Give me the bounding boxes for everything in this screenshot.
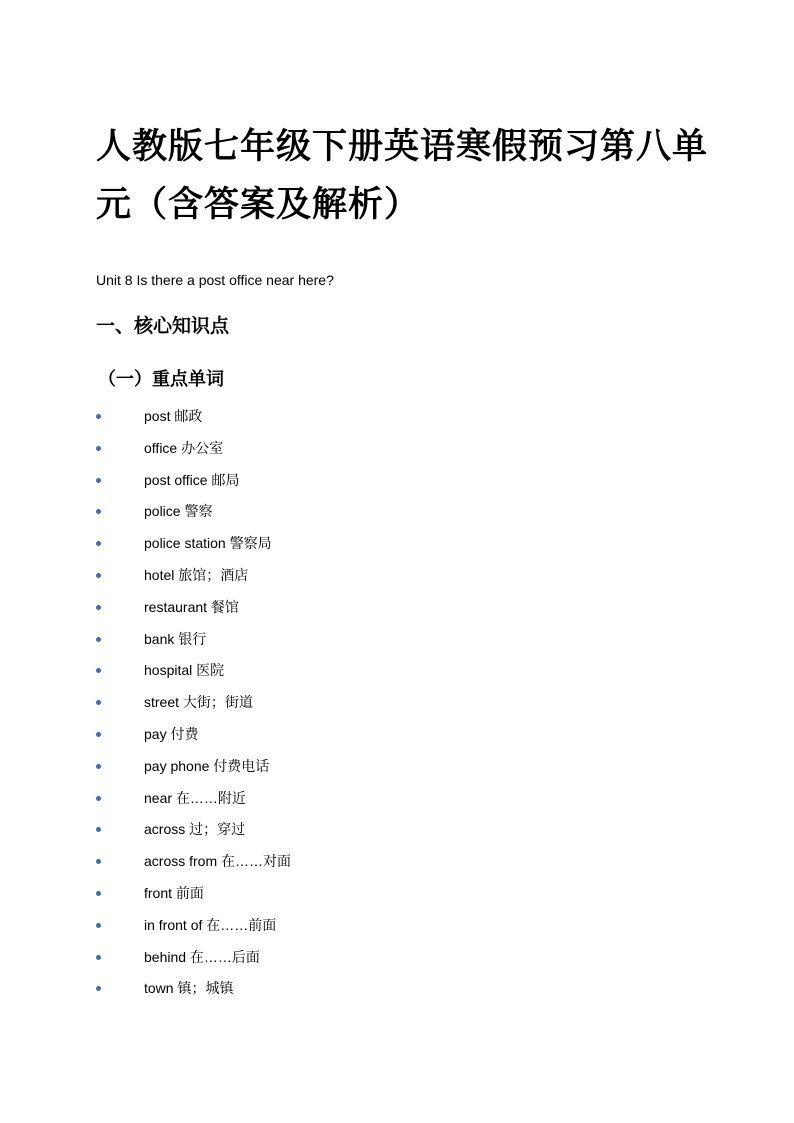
bullet-icon [96, 891, 101, 896]
list-item [0, 751, 794, 783]
bullet-icon [96, 859, 101, 864]
vocabulary-entry: office 办公室 [144, 439, 224, 456]
list-item [0, 783, 794, 815]
vocabulary-entry: behind 在……后面 [144, 948, 260, 965]
bullet-icon [96, 764, 101, 769]
list-item [0, 942, 794, 974]
list-item [0, 433, 794, 465]
bullet-icon [96, 700, 101, 705]
bullet-icon [96, 478, 101, 483]
vocabulary-entry: near 在……附近 [144, 789, 246, 806]
vocabulary-entry: in front of 在……前面 [144, 916, 277, 933]
list-item [0, 528, 794, 560]
bullet-icon [96, 732, 101, 737]
list-item [0, 465, 794, 497]
list-item [0, 655, 794, 687]
vocabulary-entry: pay phone 付费电话 [144, 757, 270, 774]
list-item [0, 687, 794, 719]
bullet-icon [96, 796, 101, 801]
list-item [0, 496, 794, 528]
vocabulary-entry: bank 银行 [144, 630, 207, 647]
list-item [0, 973, 794, 1005]
vocabulary-entry: post office 邮局 [144, 471, 240, 488]
vocabulary-entry: street 大街；街道 [144, 694, 253, 711]
vocabulary-entry: pay 付费 [144, 725, 199, 742]
vocabulary-entry: police station 警察局 [144, 535, 272, 552]
bullet-icon [96, 637, 101, 642]
vocabulary-entry: town 镇；城镇 [144, 980, 234, 997]
vocabulary-entry: across from 在……对面 [144, 853, 292, 870]
unit-subtitle: Unit 8 Is there a post office near here? [96, 272, 334, 288]
section-heading-core-knowledge: 一、核心知识点 [96, 315, 230, 337]
bullet-icon [96, 827, 101, 832]
bullet-icon [96, 955, 101, 960]
list-item [0, 624, 794, 656]
bullet-icon [96, 509, 101, 514]
bullet-icon [96, 541, 101, 546]
vocabulary-entry: hotel 旅馆；酒店 [144, 566, 249, 583]
vocabulary-entry: police 警察 [144, 503, 213, 520]
bullet-icon [96, 605, 101, 610]
vocabulary-entry: across 过；穿过 [144, 821, 246, 838]
list-item [0, 560, 794, 592]
list-item [0, 719, 794, 751]
vocabulary-entry: hospital 医院 [144, 662, 225, 679]
bullet-icon [96, 446, 101, 451]
bullet-icon [96, 923, 101, 928]
list-item [0, 910, 794, 942]
list-item [0, 814, 794, 846]
vocabulary-entry: restaurant 餐馆 [144, 598, 239, 615]
bullet-icon [96, 573, 101, 578]
subsection-heading-key-words: （一）重点单词 [98, 369, 224, 390]
list-item [0, 592, 794, 624]
list-item [0, 846, 794, 878]
list-item [0, 878, 794, 910]
document-title: 人教版七年级下册英语寒假预习第八单元（含答案及解析） [96, 127, 709, 225]
vocabulary-entry: post 邮政 [144, 408, 203, 424]
vocabulary-list [0, 401, 794, 1005]
bullet-icon [96, 986, 101, 991]
bullet-icon [96, 668, 101, 673]
bullet-icon [96, 414, 101, 419]
vocabulary-entry: front 前面 [144, 884, 204, 901]
list-item [0, 401, 794, 433]
